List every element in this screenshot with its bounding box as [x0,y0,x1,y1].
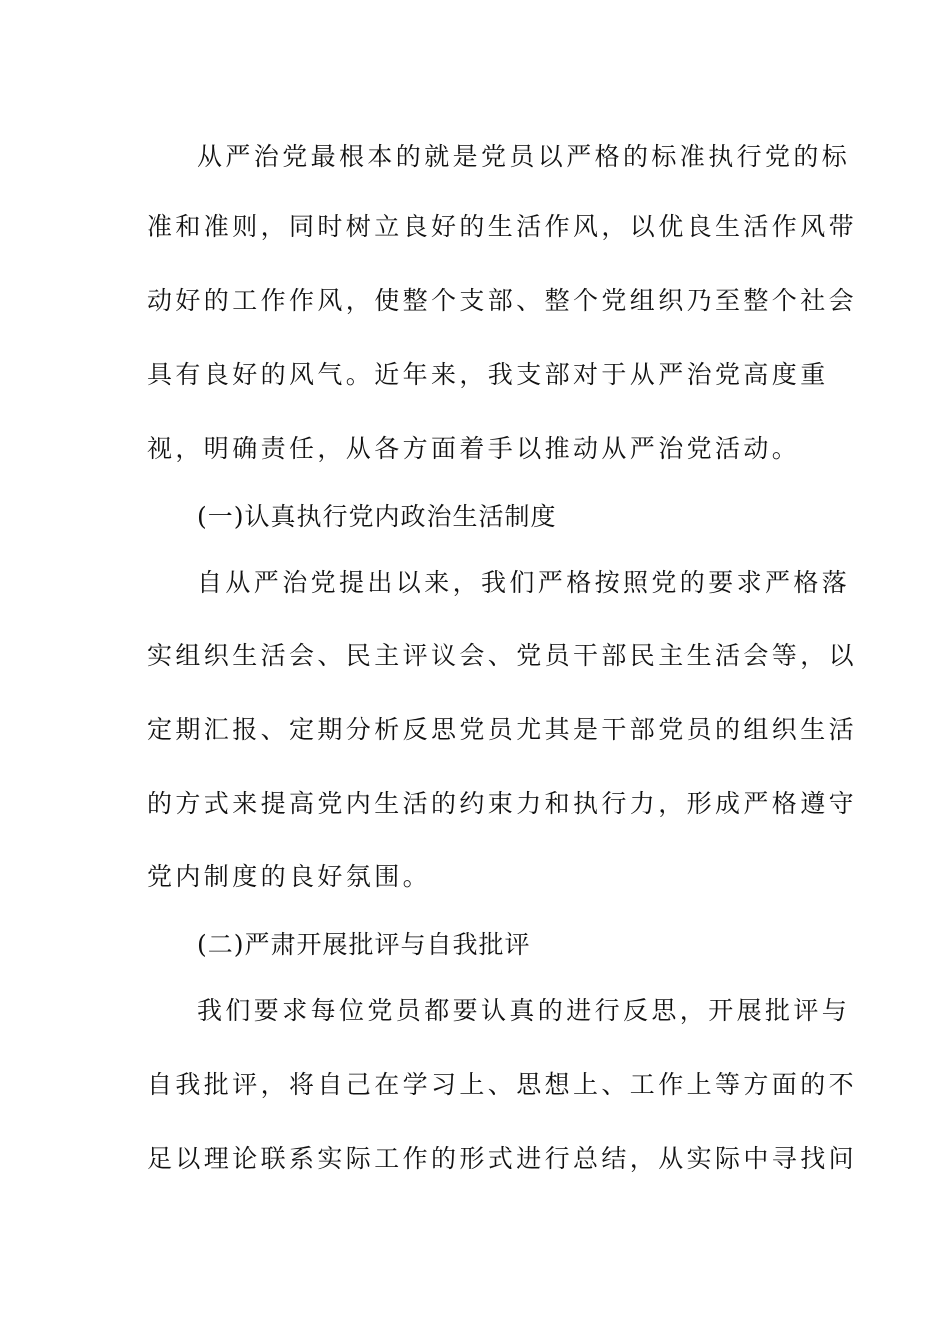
section-heading-1: (一)认真执行党内政治生活制度 [197,502,557,531]
paragraph-1-line-2: 准和准则，同时树立良好的生活作风，以优良生活作风带 [147,212,858,241]
paragraph-3-line-1: 我们要求每位党员都要认真的进行反思，开展批评与 [197,996,851,1025]
paragraph-2-line-2: 实组织生活会、民主评议会、党员干部民主生活会等，以 [147,641,858,670]
paragraph-3-line-2: 自我批评，将自己在学习上、思想上、工作上等方面的不 [147,1070,858,1099]
paragraph-2-line-3: 定期汇报、定期分析反思党员尤其是干部党员的组织生活 [147,715,858,744]
paragraph-1-line-5: 视，明确责任，从各方面着手以推动从严治党活动。 [147,434,801,463]
paragraph-1-line-4: 具有良好的风气。近年来，我支部对于从严治党高度重 [147,360,829,389]
paragraph-1-line-1: 从严治党最根本的就是党员以严格的标准执行党的标 [197,142,851,171]
paragraph-3-line-3: 足以理论联系实际工作的形式进行总结，从实际中寻找问 [147,1144,858,1173]
paragraph-2-line-4: 的方式来提高党内生活的约束力和执行力，形成严格遵守 [147,789,858,818]
paragraph-1-line-3: 动好的工作作风，使整个支部、整个党组织乃至整个社会 [147,286,858,315]
section-heading-2: (二)严肃开展批评与自我批评 [197,930,531,959]
paragraph-2-line-5: 党内制度的良好氛围。 [147,862,432,891]
paragraph-2-line-1: 自从严治党提出以来，我们严格按照党的要求严格落 [197,568,851,597]
